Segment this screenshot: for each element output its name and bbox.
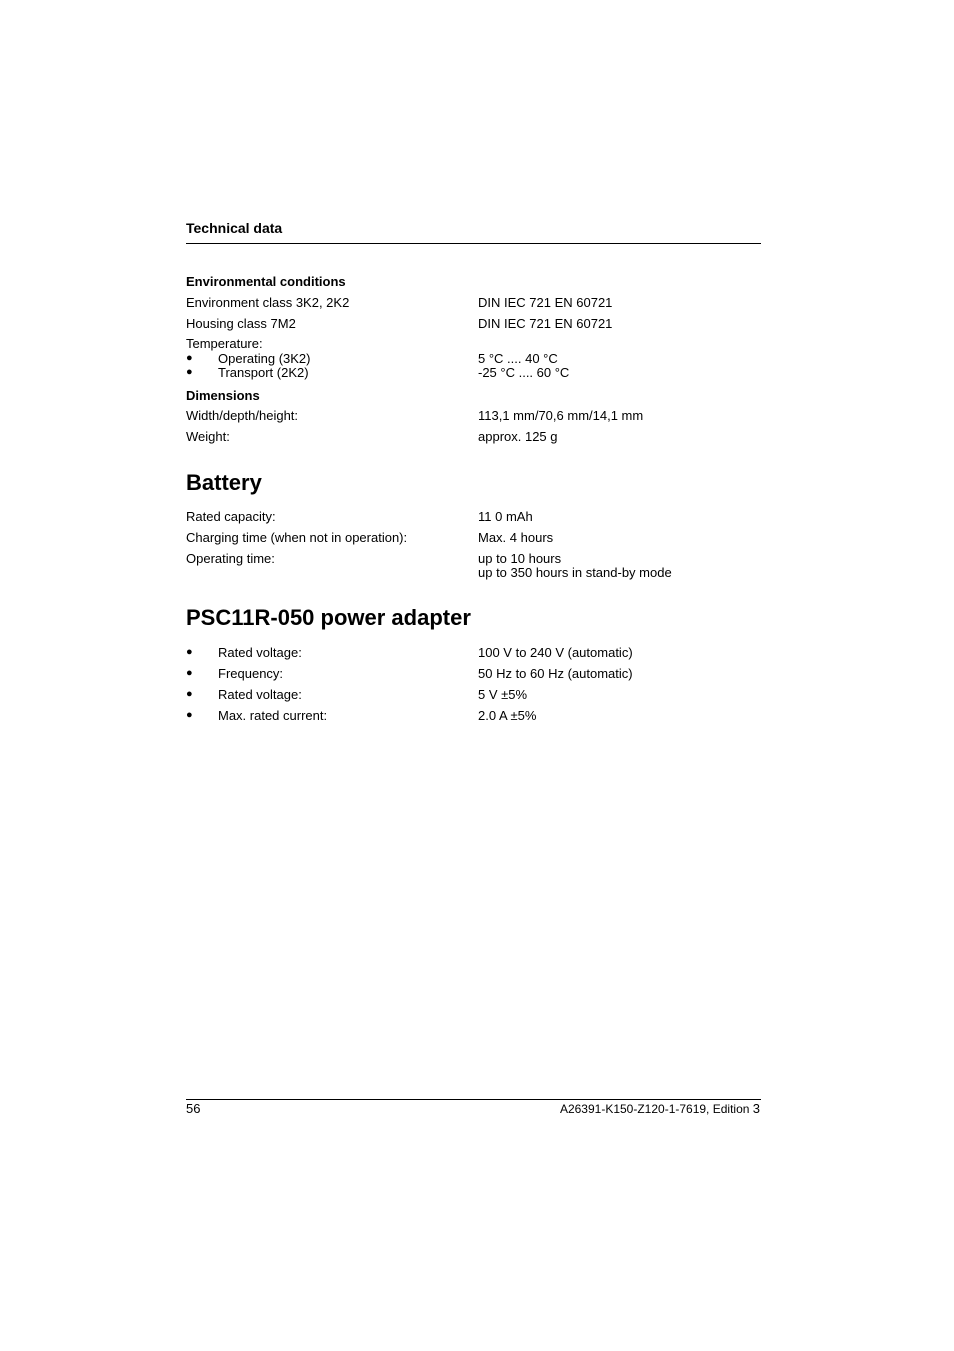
dimensions-row-label: Weight: — [186, 429, 230, 444]
bullet-icon: ● — [186, 667, 193, 679]
adapter-item-label: Rated voltage: — [218, 687, 302, 702]
dimensions-row-value: 113,1 mm/70,6 mm/14,1 mm — [478, 408, 644, 423]
footer-rule — [186, 1099, 761, 1100]
battery-row-label: Rated capacity: — [186, 509, 276, 524]
bullet-icon: ● — [186, 352, 193, 364]
adapter-item-value: 5 V ±5% — [478, 687, 528, 702]
environmental-heading: Environmental conditions — [186, 274, 346, 289]
adapter-item-label: Rated voltage: — [218, 645, 302, 660]
temperature-item-value: -25 °C .... 60 °C — [478, 365, 570, 380]
battery-row-value: Max. 4 hours — [478, 530, 554, 545]
bullet-icon: ● — [186, 646, 193, 658]
battery-row-value: up to 10 hours — [478, 551, 562, 566]
env-row-value: DIN IEC 721 EN 60721 — [478, 316, 613, 331]
env-row-label: Housing class 7M2 — [186, 316, 296, 331]
temperature-item-label: Operating (3K2) — [218, 351, 311, 366]
temperature-label: Temperature: — [186, 336, 263, 351]
dimensions-row-label: Width/depth/height: — [186, 408, 299, 423]
adapter-item-value: 100 V to 240 V (automatic) — [478, 645, 633, 660]
page-number: 56 — [186, 1101, 201, 1116]
dimensions-heading: Dimensions — [186, 388, 260, 403]
battery-title: Battery — [186, 470, 262, 495]
edition-number: 3 — [752, 1101, 760, 1116]
footer-doc-id — [560, 1101, 760, 1117]
adapter-title: PSC11R-050 power adapter — [186, 605, 471, 630]
env-row-label: Environment class 3K2, 2K2 — [186, 295, 350, 310]
adapter-item-label: Frequency: — [218, 666, 284, 681]
env-row-value: DIN IEC 721 EN 60721 — [478, 295, 613, 310]
adapter-item-value: 50 Hz to 60 Hz (automatic) — [478, 666, 633, 681]
bullet-icon: ● — [186, 688, 193, 700]
header-rule — [186, 243, 761, 244]
adapter-item-label: Max. rated current: — [218, 708, 328, 723]
dimensions-row-value: approx. 125 g — [478, 429, 558, 444]
temperature-item-value: 5 °C .... 40 °C — [478, 351, 558, 366]
battery-row-value-line2: up to 350 hours in stand-by mode — [478, 565, 672, 580]
bullet-icon: ● — [186, 709, 193, 721]
doc-id-text: A26391-K150-Z120-1-7619, Edition — [559, 1102, 750, 1116]
battery-row-value: 11 0 mAh — [478, 509, 533, 524]
adapter-item-value: 2.0 A ±5% — [478, 708, 537, 723]
battery-row-label: Charging time (when not in operation): — [186, 530, 408, 545]
battery-row-label: Operating time: — [186, 551, 275, 566]
bullet-icon: ● — [186, 366, 193, 378]
temperature-item-label: Transport (2K2) — [218, 365, 309, 380]
running-header: Technical data — [186, 220, 283, 236]
